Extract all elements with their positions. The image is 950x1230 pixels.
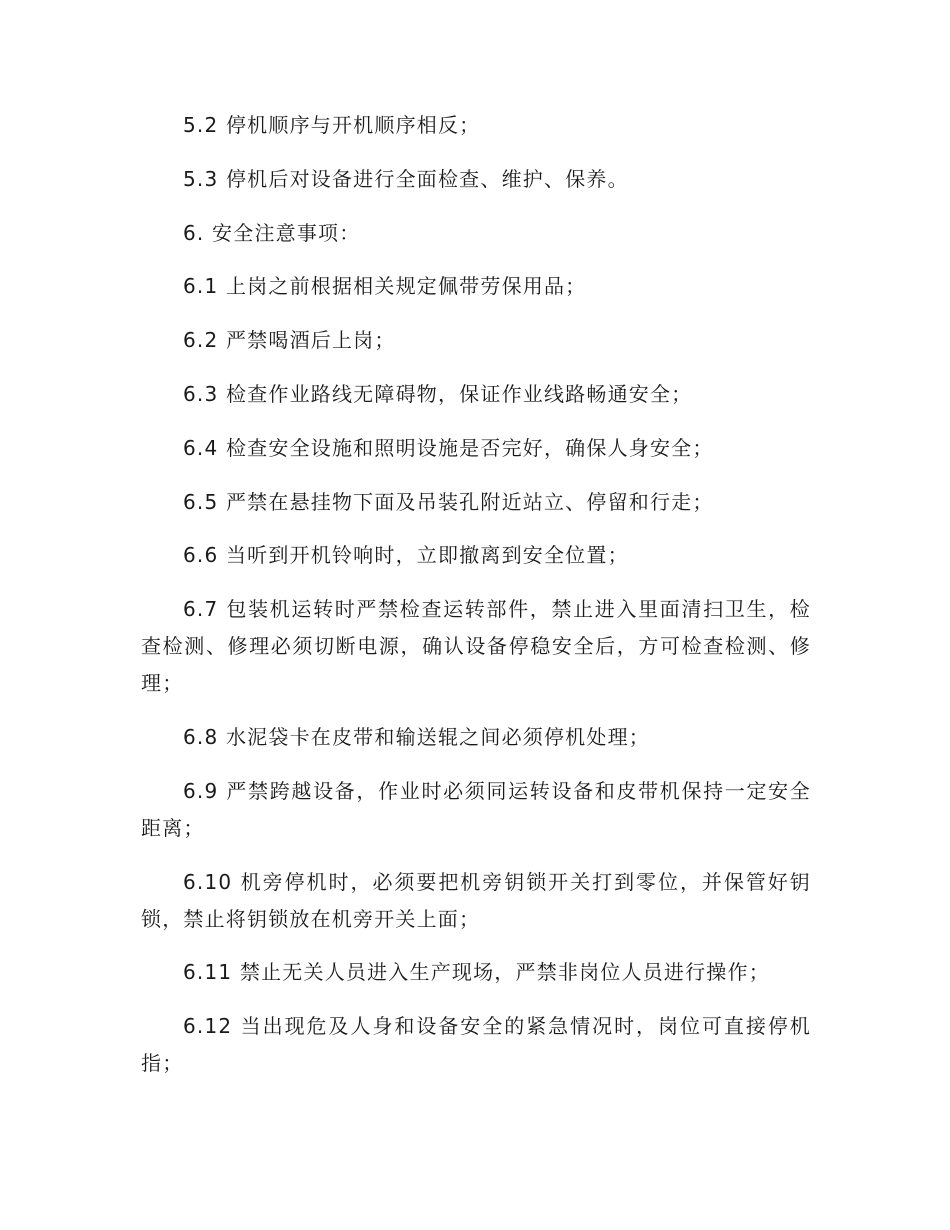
paragraph: 6.7 包装机运转时严禁检查运转部件，禁止进入里面清扫卫生，检查检测、修理必须切断电源，确认设备停稳安全后，方可检查检测、修理； <box>141 597 811 696</box>
document-body <box>141 107 811 1099</box>
section-heading: 6. 安全注意事项： <box>183 220 361 245</box>
paragraph: 6.2 严禁喝酒后上岗； <box>183 328 396 353</box>
paragraph: 5.2 停机顺序与开机顺序相反； <box>183 113 481 137</box>
paragraph: 6.12 当出现危及人身和设备安全的紧急情况时，岗位可直接停机指； <box>141 1014 811 1076</box>
paragraph: 6.3 检查作业路线无障碍物，保证作业线路畅通安全； <box>183 381 693 406</box>
paragraph: 6.8 水泥袋卡在皮带和输送辊之间必须停机处理； <box>183 724 650 749</box>
paragraph: 6.9 严禁跨越设备，作业时必须同运转设备和皮带机保持一定安全距离； <box>141 778 811 840</box>
paragraph: 6.5 严禁在悬挂物下面及吊装孔附近站立、停留和行走； <box>183 489 714 514</box>
paragraph: 6.4 检查安全设施和照明设施是否完好，确保人身安全； <box>183 435 714 460</box>
paragraph: 6.11 禁止无关人员进入生产现场，严禁非岗位人员进行操作； <box>183 960 770 985</box>
paragraph: 6.6 当听到开机铃响时，立即撤离到安全位置； <box>183 543 629 568</box>
paragraph: 6.1 上岗之前根据相关规定佩带劳保用品； <box>183 274 587 299</box>
paragraph: 6.10 机旁停机时，必须要把机旁钥锁开关打到零位，并保管好钥锁，禁止将钥锁放在机旁开关上面； <box>141 869 811 931</box>
paragraph: 5.3 停机后对设备进行全面检查、维护、保养。 <box>183 166 629 191</box>
